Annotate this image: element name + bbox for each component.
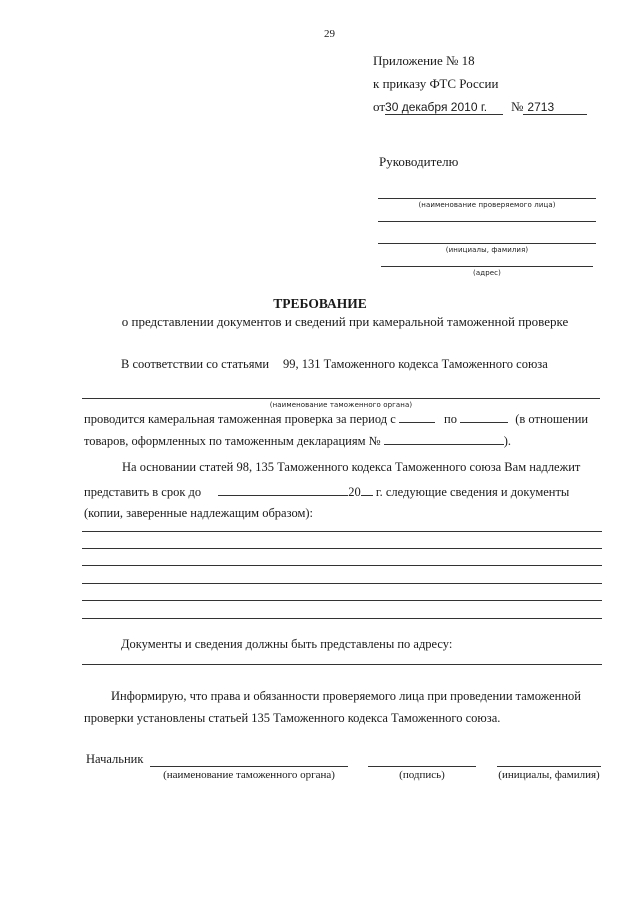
number-prefix: № (511, 99, 524, 114)
period-to-blank (460, 410, 508, 423)
number-value: 2713 (523, 100, 587, 115)
addressee-title: Руководителю (379, 154, 459, 169)
signature-line (368, 766, 476, 767)
signature-caption-customs-body: (наименование таможенного органа) (163, 769, 335, 781)
appendix-date-line (373, 99, 587, 115)
accordance-articles: 99, 131 Таможенного кодекса Таможенного союза (283, 357, 548, 371)
document-list-line-1 (82, 531, 602, 532)
goods-line (84, 432, 511, 449)
submit-line (84, 483, 569, 500)
period-from-blank (399, 410, 435, 423)
addressee-extra-line (378, 221, 596, 222)
year-blank (361, 483, 373, 496)
document-list-line-5 (82, 600, 602, 601)
address-text: Документы и сведения должны быть представлены по адресу: (121, 637, 453, 651)
customs-body-line (82, 398, 600, 399)
address-line (82, 664, 602, 665)
basis-text: На основании статей 98, 135 Таможенного кодекса Таможенного союза Вам надлежит (122, 460, 581, 474)
document-list-line-4 (82, 583, 602, 584)
period-text: проводится камеральная таможенная проверка за период с (84, 412, 396, 426)
chief-label: Начальник (86, 752, 144, 766)
copies-text: (копии, заверенные надлежащим образом): (84, 506, 314, 520)
document-subtitle: о представлении документов и сведений при камеральной таможенной проверке (121, 314, 569, 329)
caption-initials-surname: (инициалы, фамилия) (445, 246, 529, 254)
submit-prefix: представить в срок до (84, 485, 202, 499)
document-list-line-3 (82, 565, 602, 566)
submit-year: 20 (348, 485, 361, 499)
goods-end: ). (503, 434, 511, 448)
page-number: 29 (324, 28, 335, 40)
date-prefix: от (373, 99, 386, 114)
caption-customs-body: (наименование таможенного органа) (269, 401, 413, 409)
period-line (84, 410, 588, 427)
signature-caption-signature: (подпись) (399, 769, 445, 781)
accordance-line (121, 357, 548, 372)
caption-inspected-person: (наименование проверяемого лица) (418, 201, 556, 209)
inform-line-1: Информирую, что права и обязанности проверяемого лица при проведении таможенной (111, 689, 581, 703)
addressee-initials-line (378, 243, 596, 244)
declaration-number-blank (384, 432, 504, 445)
period-to-label: по (444, 412, 457, 426)
submit-suffix: г. следующие сведения и документы (375, 485, 570, 499)
document-list-line-2 (82, 548, 602, 549)
date-value: 30 декабря 2010 г. (385, 100, 503, 115)
deadline-blank (218, 483, 348, 496)
accordance-prefix: В соответствии со статьями (121, 357, 270, 371)
document-list-line-6 (82, 618, 602, 619)
addressee-address-line (381, 266, 593, 267)
appendix-number: Приложение № 18 (373, 53, 475, 68)
inform-line-2: проверки установлены статьей 135 Таможенного кодекса Таможенного союза. (84, 711, 501, 725)
goods-text: товаров, оформленных по таможенным декларациям № (84, 434, 381, 448)
document-title: ТРЕБОВАНИЕ (273, 296, 367, 311)
signature-initials-line (497, 766, 601, 767)
caption-address: (адрес) (473, 269, 501, 277)
appendix-order: к приказу ФТС России (373, 76, 499, 91)
addressee-name-line (378, 198, 596, 199)
signature-customs-body-line (150, 766, 348, 767)
period-relation: (в отношении (515, 412, 589, 426)
signature-caption-initials: (инициалы, фамилия) (498, 769, 600, 781)
